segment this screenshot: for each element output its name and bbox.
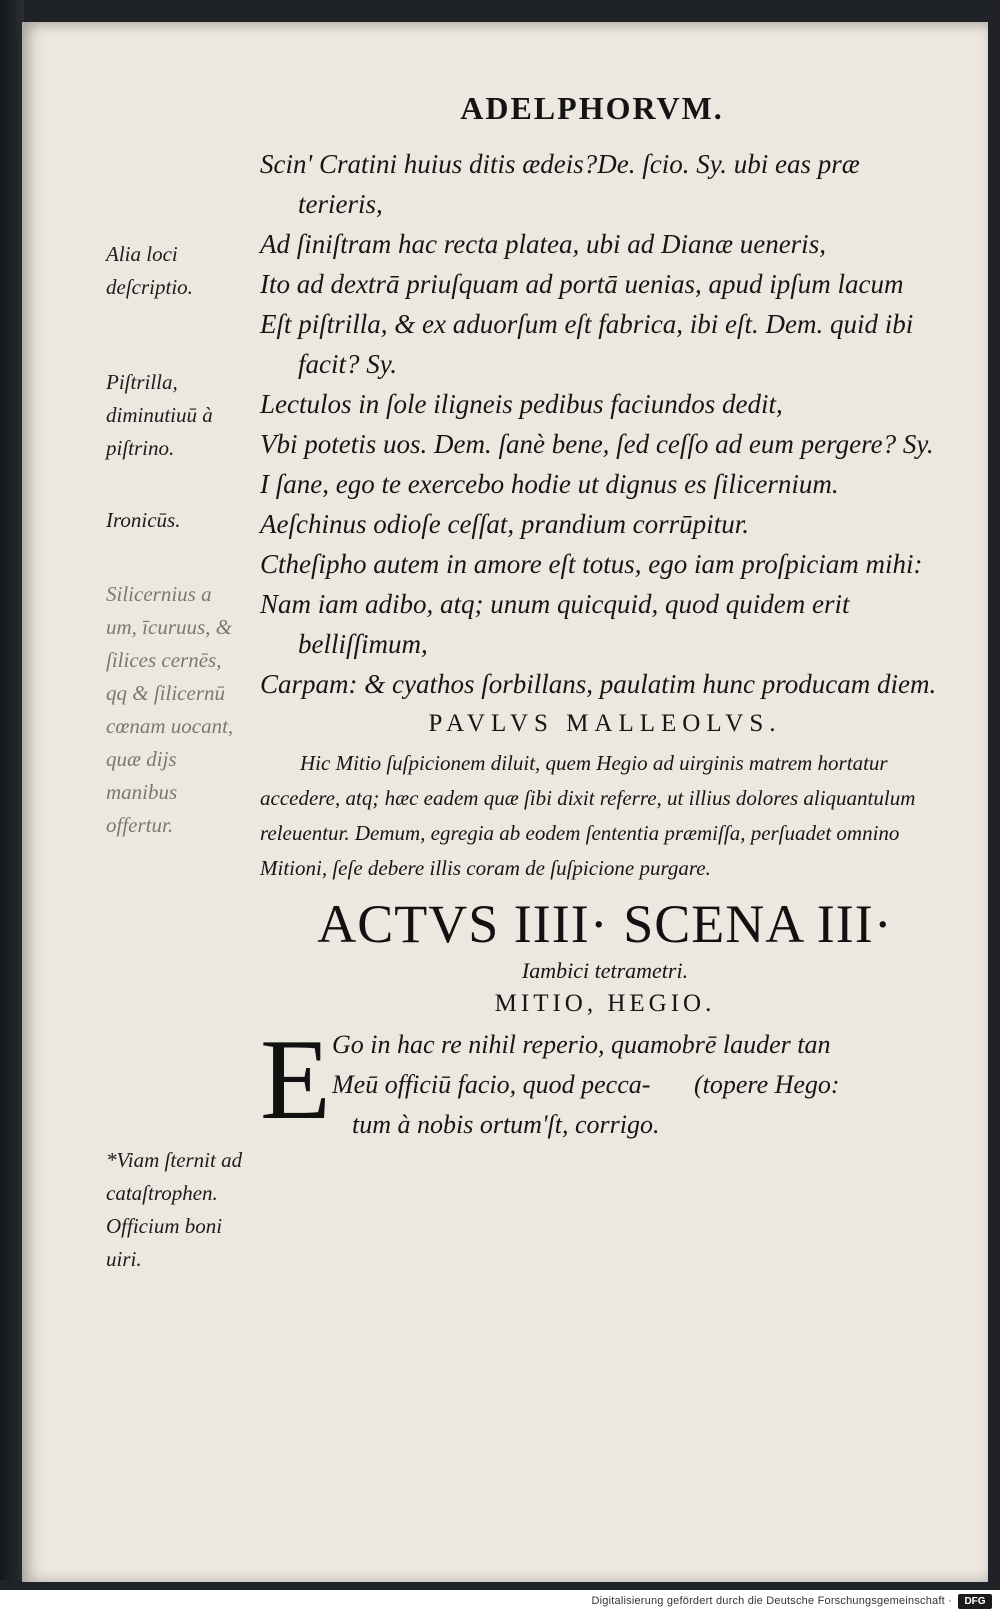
verse-line: Ctheſipho autem in amore eſt totus, ego iam proſpiciam mihi:: [260, 549, 923, 579]
argument-paragraph: Hic Mitio ſuſpicionem diluit, quem Hegio ad uirginis matrem hortatur accedere, atq; hæc eadem quæ ſibi dixit referre, ut illius dolores aliquantulum releuentur. Demum, egregia ab eodem ſententia præmiſſa, perſuadet omnino Mitioni, ſeſe debere illis coram de ſuſpicione purgare.: [260, 751, 916, 880]
meter-note: Iambici tetrametri.: [521, 958, 689, 983]
verse-line: Carpam: & cyathos ſorbillans, paulatim hunc producam diem.: [260, 669, 937, 699]
scene-line-3: tum à nobis ortum'ſt, corrigo.: [352, 1110, 660, 1139]
running-header: ADELPHORVM.: [460, 90, 724, 126]
footer-credit: Digitalisierung gefördert durch die Deutsche Forschungsgemeinschaft ·: [591, 1595, 952, 1607]
margin-note-1: Alia loci deſcriptio.: [106, 242, 193, 299]
scene-line-1: Go in hac re nihil reperio, quamobrē lauder tan: [332, 1030, 831, 1059]
dfg-logo-icon: DFG: [958, 1594, 992, 1609]
main-text: [260, 144, 950, 1146]
verse-line: Ad ſiniſtram hac recta platea, ubi ad Dianæ ueneris,: [260, 229, 826, 259]
margin-note-2: Piſtrilla, diminutiuū à piſtrino.: [106, 370, 213, 460]
act-scene-heading: ACTVS IIII· SCENA III·: [317, 894, 893, 954]
verse-line: Scin' Cratini huius ditis ædeis?De. ſcio. Sy. ubi eas præ terieris,: [260, 149, 860, 219]
scene-line-2-turnover: (topere Hego:: [694, 1070, 840, 1099]
drop-cap-initial: E: [260, 1016, 331, 1144]
book-page: [22, 22, 988, 1582]
margin-note-3: Ironicūs.: [106, 508, 181, 532]
footer-bar: [0, 1590, 1000, 1616]
dramatis-personae: MITIO, HEGIO.: [494, 990, 716, 1017]
book-edge: [0, 0, 24, 1580]
margin-note-5: *Viam ſternit ad cataſtrophen. Officium boni uiri.: [106, 1148, 243, 1271]
verse-line: Lectulos in ſole ilignеis pedibus faciundos dedit,: [260, 389, 783, 419]
verse-line: Nam iam adibo, atq; unum quicquid, quod quidem erit belliſſimum,: [260, 589, 850, 659]
verse-line: I ſane, ego te exercebo hodie ut dignus es ſilicernium.: [260, 469, 839, 499]
margin-note-4: Silicernius a um, īcuruus, & ſilices cernēs, qq & ſilicernū cœnam uocant, quæ dijs manibus offertur.: [106, 582, 234, 837]
verse-line: Eſt piſtrilla, & ex aduorſum eſt fabrica, ibi eſt. Dem. quid ibi facit? Sy.: [260, 309, 914, 379]
scene-opening: [260, 1016, 950, 1146]
verse-line: Aeſchinus odioſe ceſſat, prandium corrūpitur.: [260, 509, 749, 539]
commentator-heading: PAVLVS MALLEOLVS.: [428, 710, 782, 737]
scene-line-2: Meū officiū facio, quod pecca-: [332, 1070, 651, 1099]
verse-line: Vbi potetis uos. Dem. ſanè bene, ſed ceſſo ad eum pergere? Sy.: [260, 429, 934, 459]
verse-line: Ito ad dextrā priuſquam ad portā uenias, apud ipſum lacum: [260, 269, 904, 299]
